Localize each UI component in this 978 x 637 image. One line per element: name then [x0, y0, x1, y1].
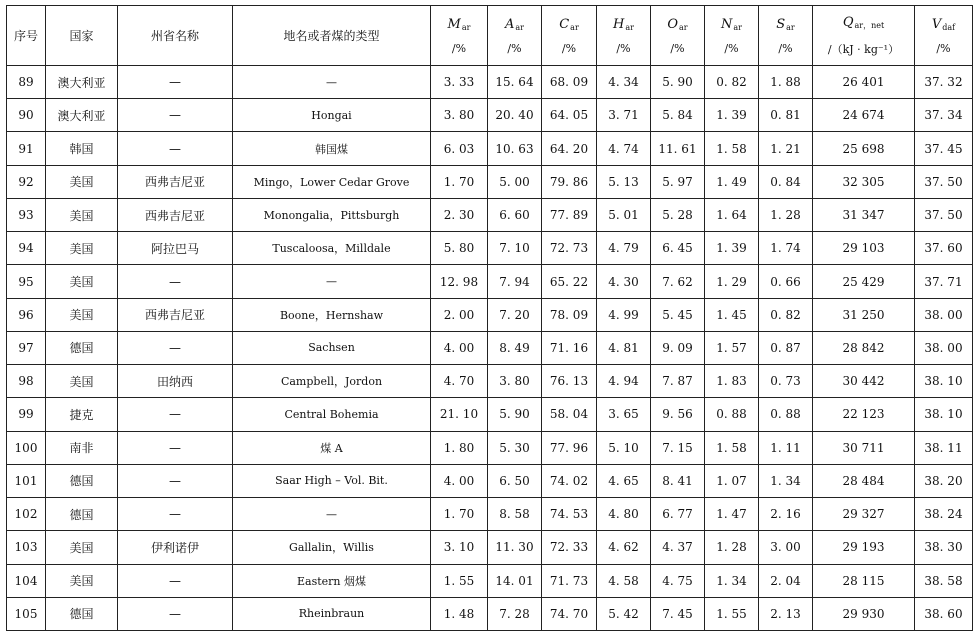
cell-sulfur: 1. 21: [759, 132, 813, 165]
cell-heating-value: 28 842: [813, 331, 915, 364]
cell-moisture: 6. 03: [431, 132, 488, 165]
header-sulfur-subscript: ar: [786, 22, 795, 32]
header-sulfur-unit: /%: [778, 41, 793, 55]
header-oxygen-subscript: ar: [679, 22, 688, 32]
header-location: 地名或者煤的类型: [233, 6, 431, 66]
cell-volatile: 38. 58: [915, 564, 973, 597]
cell-moisture: 1. 70: [431, 165, 488, 198]
cell-state: —: [118, 464, 233, 497]
cell-nitrogen: 1. 58: [705, 132, 759, 165]
cell-location: —: [233, 265, 431, 298]
cell-heating-value: 32 305: [813, 165, 915, 198]
table-row: [7, 597, 973, 630]
cell-ash: 11. 30: [488, 531, 542, 564]
cell-ash: 10. 63: [488, 132, 542, 165]
table-row: [7, 564, 973, 597]
table-row: [7, 498, 973, 531]
cell-location: Saar High – Vol. Bit.: [233, 464, 431, 497]
cell-state: —: [118, 66, 233, 99]
cell-carbon: 74. 70: [542, 597, 597, 630]
cell-ash: 8. 58: [488, 498, 542, 531]
cell-country: 德国: [46, 331, 118, 364]
header-nitrogen: [705, 6, 759, 66]
cell-oxygen: 8. 41: [651, 464, 705, 497]
cell-country: 美国: [46, 365, 118, 398]
header-carbon-symbol: C: [559, 16, 570, 32]
cell-location: Rheinbraun: [233, 597, 431, 630]
cell-moisture: 2. 00: [431, 298, 488, 331]
cell-country: 澳大利亚: [46, 66, 118, 99]
cell-state: —: [118, 99, 233, 132]
cell-oxygen: 7. 45: [651, 597, 705, 630]
cell-country: 南非: [46, 431, 118, 464]
cell-nitrogen: 0. 82: [705, 66, 759, 99]
cell-nitrogen: 1. 83: [705, 365, 759, 398]
header-carbon: [542, 6, 597, 66]
header-volatile-unit: /%: [936, 41, 951, 55]
cell-sulfur: 0. 88: [759, 398, 813, 431]
cell-heating-value: 31 347: [813, 198, 915, 231]
cell-index: 91: [7, 132, 46, 165]
cell-hydrogen: 4. 81: [597, 331, 651, 364]
cell-heating-value: 28 115: [813, 564, 915, 597]
cell-hydrogen: 4. 65: [597, 464, 651, 497]
table-row: [7, 398, 973, 431]
cell-location: 煤 A: [233, 431, 431, 464]
cell-country: 德国: [46, 597, 118, 630]
cell-carbon: 74. 53: [542, 498, 597, 531]
cell-index: 100: [7, 431, 46, 464]
header-nitrogen-symbol: N: [721, 16, 733, 32]
cell-moisture: 1. 70: [431, 498, 488, 531]
header-ash-subscript: ar: [515, 22, 524, 32]
cell-oxygen: 6. 77: [651, 498, 705, 531]
cell-moisture: 5. 80: [431, 232, 488, 265]
cell-country: 美国: [46, 165, 118, 198]
cell-heating-value: 29 193: [813, 531, 915, 564]
cell-ash: 6. 60: [488, 198, 542, 231]
cell-state: —: [118, 331, 233, 364]
cell-nitrogen: 1. 28: [705, 531, 759, 564]
cell-nitrogen: 1. 49: [705, 165, 759, 198]
cell-hydrogen: 4. 74: [597, 132, 651, 165]
header-nitrogen-subscript: ar: [733, 22, 742, 32]
table-row: [7, 431, 973, 464]
cell-heating-value: 29 930: [813, 597, 915, 630]
cell-location: —: [233, 498, 431, 531]
cell-oxygen: 5. 97: [651, 165, 705, 198]
cell-carbon: 71. 73: [542, 564, 597, 597]
cell-heating-value: 24 674: [813, 99, 915, 132]
cell-sulfur: 0. 66: [759, 265, 813, 298]
cell-carbon: 74. 02: [542, 464, 597, 497]
cell-nitrogen: 1. 58: [705, 431, 759, 464]
cell-moisture: 3. 10: [431, 531, 488, 564]
cell-moisture: 4. 70: [431, 365, 488, 398]
cell-volatile: 38. 60: [915, 597, 973, 630]
cell-state: 西弗吉尼亚: [118, 198, 233, 231]
header-ash-unit: /%: [507, 41, 522, 55]
cell-state: —: [118, 597, 233, 630]
cell-sulfur: 1. 28: [759, 198, 813, 231]
cell-ash: 7. 20: [488, 298, 542, 331]
cell-index: 89: [7, 66, 46, 99]
cell-carbon: 68. 09: [542, 66, 597, 99]
cell-hydrogen: 4. 34: [597, 66, 651, 99]
cell-hydrogen: 4. 94: [597, 365, 651, 398]
cell-nitrogen: 1. 39: [705, 99, 759, 132]
cell-carbon: 65. 22: [542, 265, 597, 298]
header-volatile-symbol: V: [931, 16, 942, 32]
cell-sulfur: 2. 13: [759, 597, 813, 630]
cell-state: —: [118, 431, 233, 464]
cell-nitrogen: 1. 45: [705, 298, 759, 331]
cell-country: 美国: [46, 198, 118, 231]
cell-volatile: 38. 30: [915, 531, 973, 564]
cell-moisture: 12. 98: [431, 265, 488, 298]
cell-state: —: [118, 265, 233, 298]
header-ash: [488, 6, 542, 66]
cell-oxygen: 11. 61: [651, 132, 705, 165]
cell-ash: 5. 90: [488, 398, 542, 431]
cell-oxygen: 4. 37: [651, 531, 705, 564]
header-heating-value: [813, 6, 915, 66]
header-hydrogen-subscript: ar: [625, 22, 634, 32]
cell-oxygen: 5. 45: [651, 298, 705, 331]
cell-location: Monongalia，Pittsburgh: [233, 198, 431, 231]
cell-location: Central Bohemia: [233, 398, 431, 431]
cell-index: 95: [7, 265, 46, 298]
cell-index: 102: [7, 498, 46, 531]
cell-ash: 20. 40: [488, 99, 542, 132]
cell-heating-value: 31 250: [813, 298, 915, 331]
table-row: [7, 531, 973, 564]
cell-nitrogen: 1. 39: [705, 232, 759, 265]
cell-sulfur: 1. 88: [759, 66, 813, 99]
cell-location: Sachsen: [233, 331, 431, 364]
cell-state: —: [118, 498, 233, 531]
cell-heating-value: 22 123: [813, 398, 915, 431]
cell-hydrogen: 5. 42: [597, 597, 651, 630]
cell-carbon: 76. 13: [542, 365, 597, 398]
cell-moisture: 1. 55: [431, 564, 488, 597]
cell-heating-value: 26 401: [813, 66, 915, 99]
cell-location: —: [233, 66, 431, 99]
cell-state: 田纳西: [118, 365, 233, 398]
cell-sulfur: 2. 16: [759, 498, 813, 531]
cell-index: 97: [7, 331, 46, 364]
cell-nitrogen: 1. 57: [705, 331, 759, 364]
header-oxygen: [651, 6, 705, 66]
cell-hydrogen: 5. 10: [597, 431, 651, 464]
header-state: 州省名称: [118, 6, 233, 66]
cell-heating-value: 29 103: [813, 232, 915, 265]
cell-volatile: 37. 50: [915, 198, 973, 231]
cell-moisture: 2. 30: [431, 198, 488, 231]
cell-carbon: 77. 89: [542, 198, 597, 231]
cell-hydrogen: 3. 65: [597, 398, 651, 431]
cell-moisture: 4. 00: [431, 331, 488, 364]
cell-sulfur: 1. 11: [759, 431, 813, 464]
table-body: [7, 66, 973, 631]
cell-oxygen: 7. 62: [651, 265, 705, 298]
cell-location: Gallalin，Willis: [233, 531, 431, 564]
cell-oxygen: 5. 84: [651, 99, 705, 132]
cell-moisture: 3. 33: [431, 66, 488, 99]
header-heating-value-unit: /（kJ · kg⁻¹）: [827, 42, 900, 56]
header-volatile-subscript: daf: [942, 22, 956, 32]
header-heating-value-subscript: ar，net: [854, 20, 885, 30]
cell-location: Mingo，Lower Cedar Grove: [233, 165, 431, 198]
cell-hydrogen: 4. 79: [597, 232, 651, 265]
cell-state: —: [118, 398, 233, 431]
cell-nitrogen: 1. 07: [705, 464, 759, 497]
cell-ash: 7. 94: [488, 265, 542, 298]
cell-sulfur: 3. 00: [759, 531, 813, 564]
header-sulfur-symbol: S: [776, 16, 786, 32]
cell-country: 德国: [46, 498, 118, 531]
cell-ash: 8. 49: [488, 331, 542, 364]
cell-volatile: 37. 71: [915, 265, 973, 298]
cell-sulfur: 0. 81: [759, 99, 813, 132]
cell-hydrogen: 4. 30: [597, 265, 651, 298]
cell-ash: 6. 50: [488, 464, 542, 497]
cell-moisture: 21. 10: [431, 398, 488, 431]
cell-ash: 5. 30: [488, 431, 542, 464]
cell-nitrogen: 0. 88: [705, 398, 759, 431]
table-row: [7, 365, 973, 398]
cell-index: 104: [7, 564, 46, 597]
cell-country: 捷克: [46, 398, 118, 431]
header-row: [7, 6, 973, 66]
cell-oxygen: 7. 87: [651, 365, 705, 398]
header-carbon-subscript: ar: [570, 22, 579, 32]
cell-state: —: [118, 564, 233, 597]
cell-state: 阿拉巴马: [118, 232, 233, 265]
header-moisture-symbol: M: [447, 16, 461, 32]
cell-hydrogen: 4. 62: [597, 531, 651, 564]
cell-carbon: 71. 16: [542, 331, 597, 364]
cell-ash: 7. 28: [488, 597, 542, 630]
header-moisture: [431, 6, 488, 66]
cell-state: 西弗吉尼亚: [118, 165, 233, 198]
cell-index: 92: [7, 165, 46, 198]
cell-index: 94: [7, 232, 46, 265]
cell-volatile: 37. 32: [915, 66, 973, 99]
cell-location: Campbell，Jordon: [233, 365, 431, 398]
header-oxygen-unit: /%: [670, 41, 685, 55]
cell-location: Hongai: [233, 99, 431, 132]
cell-index: 96: [7, 298, 46, 331]
table-row: [7, 99, 973, 132]
header-nitrogen-unit: /%: [724, 41, 739, 55]
cell-moisture: 1. 48: [431, 597, 488, 630]
header-sulfur: [759, 6, 813, 66]
cell-hydrogen: 4. 80: [597, 498, 651, 531]
cell-oxygen: 6. 45: [651, 232, 705, 265]
cell-hydrogen: 4. 58: [597, 564, 651, 597]
header-country: 国家: [46, 6, 118, 66]
cell-sulfur: 0. 82: [759, 298, 813, 331]
cell-country: 德国: [46, 464, 118, 497]
header-ash-symbol: A: [505, 16, 515, 32]
cell-state: 伊利诺伊: [118, 531, 233, 564]
cell-heating-value: 30 442: [813, 365, 915, 398]
header-oxygen-symbol: O: [667, 16, 679, 32]
header-moisture-subscript: ar: [461, 22, 471, 32]
cell-moisture: 4. 00: [431, 464, 488, 497]
cell-ash: 14. 01: [488, 564, 542, 597]
cell-location: Tuscaloosa，Milldale: [233, 232, 431, 265]
cell-hydrogen: 4. 99: [597, 298, 651, 331]
coal-analysis-table: [6, 5, 973, 631]
cell-volatile: 38. 00: [915, 331, 973, 364]
cell-country: 美国: [46, 531, 118, 564]
header-moisture-unit: /%: [451, 41, 467, 55]
cell-sulfur: 0. 87: [759, 331, 813, 364]
header-carbon-unit: /%: [561, 41, 577, 55]
cell-nitrogen: 1. 47: [705, 498, 759, 531]
table-row: [7, 165, 973, 198]
cell-volatile: 38. 11: [915, 431, 973, 464]
cell-country: 美国: [46, 564, 118, 597]
cell-volatile: 38. 20: [915, 464, 973, 497]
cell-index: 93: [7, 198, 46, 231]
cell-carbon: 72. 33: [542, 531, 597, 564]
cell-location: Boone，Hernshaw: [233, 298, 431, 331]
cell-oxygen: 7. 15: [651, 431, 705, 464]
cell-heating-value: 30 711: [813, 431, 915, 464]
cell-nitrogen: 1. 29: [705, 265, 759, 298]
cell-nitrogen: 1. 55: [705, 597, 759, 630]
cell-carbon: 64. 05: [542, 99, 597, 132]
cell-country: 澳大利亚: [46, 99, 118, 132]
table-row: [7, 198, 973, 231]
cell-heating-value: 25 698: [813, 132, 915, 165]
cell-moisture: 1. 80: [431, 431, 488, 464]
cell-oxygen: 5. 90: [651, 66, 705, 99]
cell-heating-value: 25 429: [813, 265, 915, 298]
header-hydrogen: [597, 6, 651, 66]
cell-hydrogen: 5. 01: [597, 198, 651, 231]
cell-heating-value: 29 327: [813, 498, 915, 531]
cell-heating-value: 28 484: [813, 464, 915, 497]
cell-oxygen: 4. 75: [651, 564, 705, 597]
cell-sulfur: 0. 84: [759, 165, 813, 198]
cell-carbon: 58. 04: [542, 398, 597, 431]
cell-ash: 15. 64: [488, 66, 542, 99]
cell-sulfur: 0. 73: [759, 365, 813, 398]
cell-index: 103: [7, 531, 46, 564]
table-row: [7, 298, 973, 331]
cell-nitrogen: 1. 64: [705, 198, 759, 231]
cell-country: 美国: [46, 265, 118, 298]
table-row: [7, 265, 973, 298]
cell-sulfur: 1. 74: [759, 232, 813, 265]
cell-country: 韩国: [46, 132, 118, 165]
cell-ash: 3. 80: [488, 365, 542, 398]
cell-index: 101: [7, 464, 46, 497]
cell-sulfur: 2. 04: [759, 564, 813, 597]
cell-nitrogen: 1. 34: [705, 564, 759, 597]
header-hydrogen-unit: /%: [616, 41, 631, 55]
table-row: [7, 464, 973, 497]
cell-volatile: 37. 50: [915, 165, 973, 198]
cell-moisture: 3. 80: [431, 99, 488, 132]
cell-country: 美国: [46, 298, 118, 331]
cell-carbon: 72. 73: [542, 232, 597, 265]
cell-location: Eastern 烟煤: [233, 564, 431, 597]
table-row: [7, 66, 973, 99]
cell-volatile: 37. 34: [915, 99, 973, 132]
cell-ash: 7. 10: [488, 232, 542, 265]
cell-state: —: [118, 132, 233, 165]
cell-sulfur: 1. 34: [759, 464, 813, 497]
header-hydrogen-symbol: H: [613, 16, 625, 32]
cell-hydrogen: 5. 13: [597, 165, 651, 198]
cell-carbon: 77. 96: [542, 431, 597, 464]
cell-volatile: 37. 45: [915, 132, 973, 165]
cell-carbon: 78. 09: [542, 298, 597, 331]
cell-carbon: 79. 86: [542, 165, 597, 198]
table-header: [7, 6, 973, 66]
table-row: [7, 232, 973, 265]
cell-index: 99: [7, 398, 46, 431]
cell-volatile: 38. 24: [915, 498, 973, 531]
cell-index: 98: [7, 365, 46, 398]
cell-volatile: 37. 60: [915, 232, 973, 265]
cell-state: 西弗吉尼亚: [118, 298, 233, 331]
cell-volatile: 38. 00: [915, 298, 973, 331]
cell-carbon: 64. 20: [542, 132, 597, 165]
cell-country: 美国: [46, 232, 118, 265]
header-heating-value-symbol: Q: [842, 14, 854, 30]
cell-oxygen: 9. 09: [651, 331, 705, 364]
header-volatile: [915, 6, 973, 66]
table-row: [7, 132, 973, 165]
cell-volatile: 38. 10: [915, 365, 973, 398]
cell-volatile: 38. 10: [915, 398, 973, 431]
header-index: 序号: [7, 6, 46, 66]
cell-index: 105: [7, 597, 46, 630]
cell-hydrogen: 3. 71: [597, 99, 651, 132]
cell-oxygen: 9. 56: [651, 398, 705, 431]
cell-ash: 5. 00: [488, 165, 542, 198]
cell-oxygen: 5. 28: [651, 198, 705, 231]
table-row: [7, 331, 973, 364]
cell-location: 韩国煤: [233, 132, 431, 165]
cell-index: 90: [7, 99, 46, 132]
